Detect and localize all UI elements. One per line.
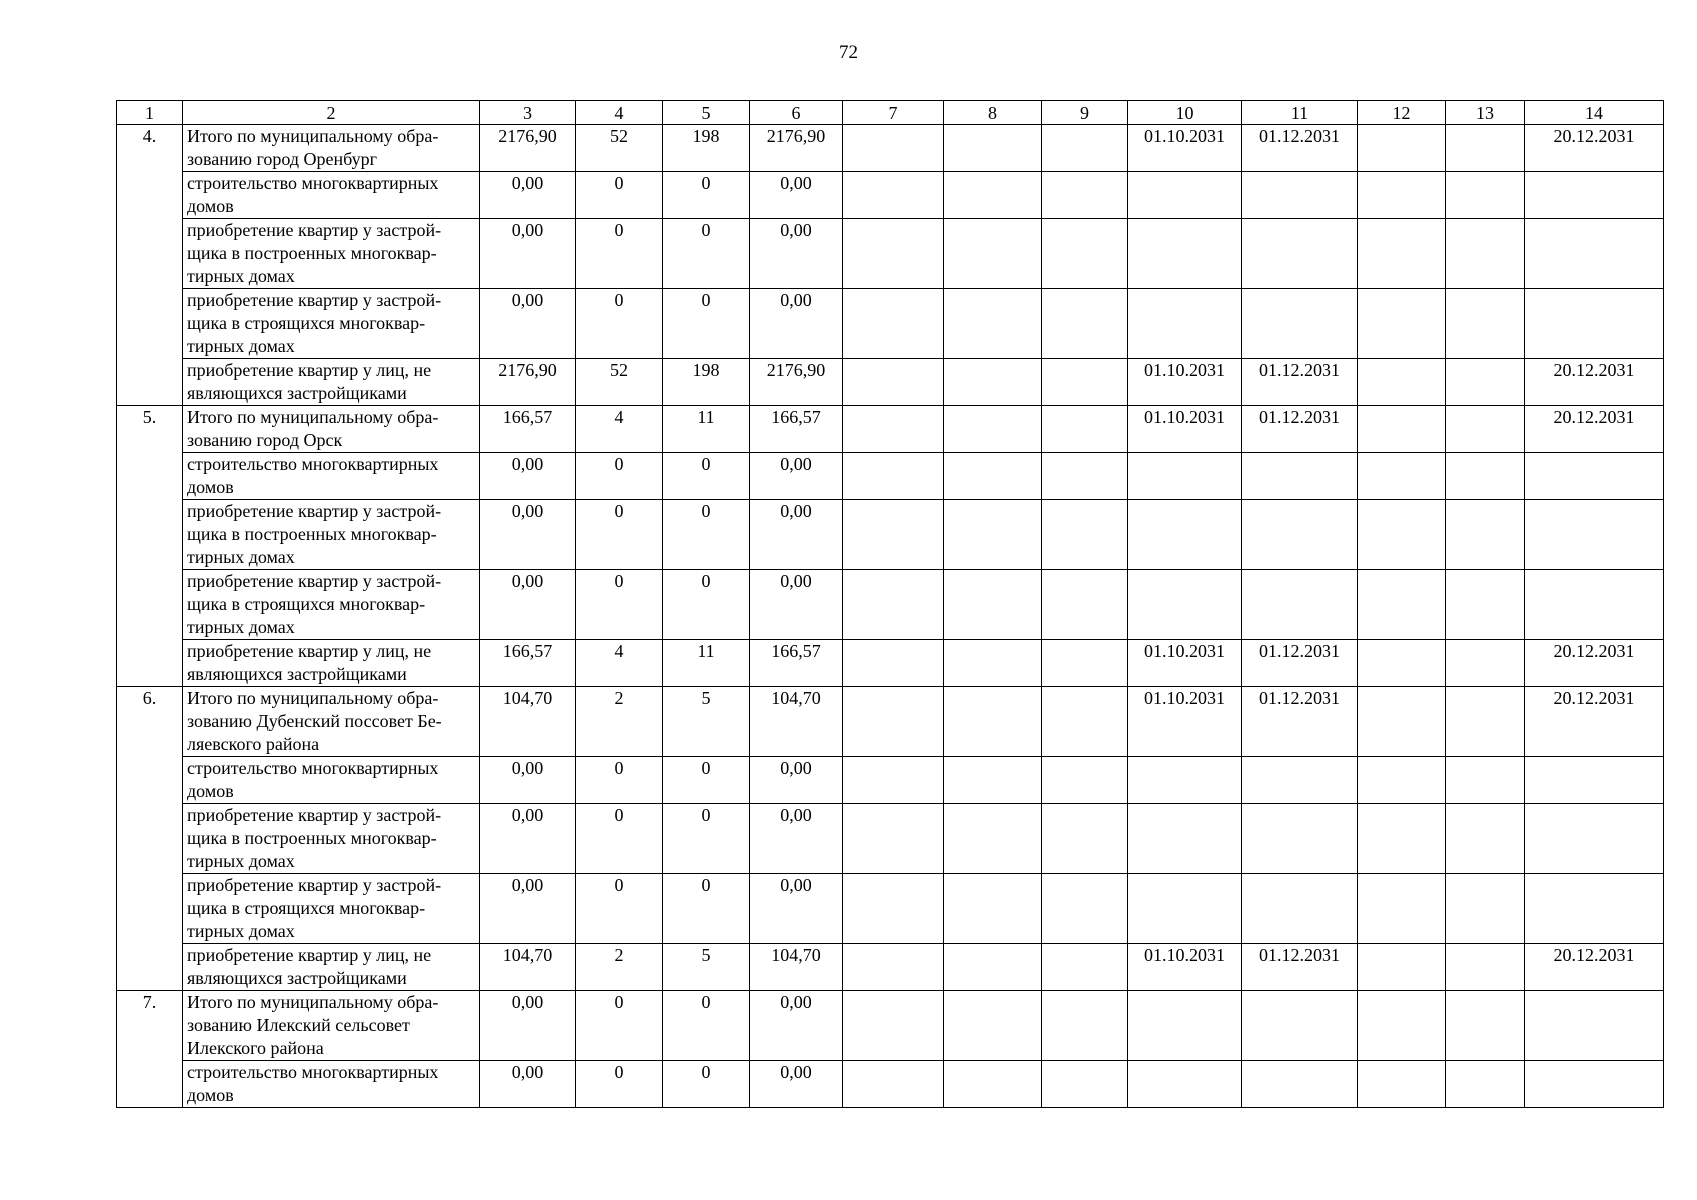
cell-c3: 0,00 [480,874,576,944]
cell-c11: 01.12.2031 [1242,125,1358,172]
table-row [117,125,1664,172]
cell-c12 [1358,406,1446,453]
cell-c9 [1042,991,1128,1061]
column-header: 10 [1128,101,1242,125]
cell-c8 [944,453,1042,500]
cell-c10 [1128,874,1242,944]
cell-c5: 11 [663,406,750,453]
cell-c4: 0 [576,289,663,359]
cell-c5: 5 [663,687,750,757]
cell-c10 [1128,453,1242,500]
cell-c14 [1525,804,1664,874]
cell-c8 [944,359,1042,406]
cell-c3: 104,70 [480,944,576,991]
cell-c6: 0,00 [750,219,843,289]
row-name: приобретение квартир у лиц, не являющихся застройщиками [183,359,480,406]
row-name: приобретение квартир у застрой-щика в строящихся многоквар-тирных домах [183,289,480,359]
cell-c9 [1042,219,1128,289]
cell-c11 [1242,289,1358,359]
cell-c10 [1128,219,1242,289]
cell-c8 [944,289,1042,359]
cell-c4: 0 [576,172,663,219]
cell-c4: 52 [576,125,663,172]
cell-c10 [1128,289,1242,359]
cell-c8 [944,991,1042,1061]
cell-c5: 0 [663,289,750,359]
cell-c13 [1446,1061,1525,1108]
cell-c6: 0,00 [750,757,843,804]
cell-c14 [1525,453,1664,500]
cell-c9 [1042,804,1128,874]
cell-c9 [1042,406,1128,453]
cell-c10: 01.10.2031 [1128,640,1242,687]
row-number: 5. [117,406,183,687]
cell-c14 [1525,991,1664,1061]
cell-c6: 166,57 [750,640,843,687]
cell-c12 [1358,874,1446,944]
cell-c10 [1128,804,1242,874]
row-name: приобретение квартир у застрой-щика в строящихся многоквар-тирных домах [183,874,480,944]
cell-c8 [944,944,1042,991]
cell-c6: 0,00 [750,1061,843,1108]
table-row [117,453,1664,500]
cell-c4: 0 [576,453,663,500]
cell-c7 [843,359,944,406]
column-header: 2 [183,101,480,125]
cell-c12 [1358,359,1446,406]
cell-c6: 0,00 [750,172,843,219]
row-name: строительство многоквартирных домов [183,172,480,219]
cell-c14: 20.12.2031 [1525,406,1664,453]
cell-c7 [843,944,944,991]
cell-c3: 0,00 [480,500,576,570]
cell-c3: 2176,90 [480,125,576,172]
cell-c9 [1042,640,1128,687]
cell-c11: 01.12.2031 [1242,944,1358,991]
table-row [117,500,1664,570]
column-header: 3 [480,101,576,125]
cell-c7 [843,640,944,687]
row-number: 6. [117,687,183,991]
cell-c3: 0,00 [480,453,576,500]
cell-c13 [1446,687,1525,757]
table-row [117,406,1664,453]
cell-c14 [1525,570,1664,640]
cell-c10 [1128,500,1242,570]
table-row [117,289,1664,359]
cell-c8 [944,874,1042,944]
table-row [117,219,1664,289]
column-header: 4 [576,101,663,125]
cell-c14 [1525,1061,1664,1108]
cell-c10: 01.10.2031 [1128,406,1242,453]
cell-c11 [1242,804,1358,874]
table-row [117,944,1664,991]
cell-c4: 0 [576,570,663,640]
cell-c8 [944,570,1042,640]
cell-c10 [1128,757,1242,804]
cell-c10: 01.10.2031 [1128,687,1242,757]
row-number: 4. [117,125,183,406]
cell-c4: 2 [576,944,663,991]
row-name: приобретение квартир у застрой-щика в строящихся многоквар-тирных домах [183,570,480,640]
row-name: Итого по муниципальному обра-зованию Дубенский поссовет Бе-ляевского района [183,687,480,757]
cell-c14 [1525,289,1664,359]
cell-c5: 0 [663,874,750,944]
cell-c12 [1358,500,1446,570]
cell-c13 [1446,453,1525,500]
cell-c4: 0 [576,1061,663,1108]
page-number: 72 [839,42,858,63]
table-row [117,570,1664,640]
cell-c9 [1042,172,1128,219]
cell-c7 [843,406,944,453]
cell-c7 [843,804,944,874]
row-name: приобретение квартир у застрой-щика в построенных многоквар-тирных домах [183,804,480,874]
row-name: приобретение квартир у застрой-щика в построенных многоквар-тирных домах [183,219,480,289]
cell-c10: 01.10.2031 [1128,944,1242,991]
cell-c7 [843,453,944,500]
cell-c6: 0,00 [750,804,843,874]
cell-c11 [1242,453,1358,500]
cell-c5: 0 [663,1061,750,1108]
cell-c13 [1446,289,1525,359]
cell-c12 [1358,570,1446,640]
cell-c5: 11 [663,640,750,687]
cell-c10 [1128,570,1242,640]
cell-c14: 20.12.2031 [1525,687,1664,757]
cell-c13 [1446,125,1525,172]
cell-c13 [1446,500,1525,570]
cell-c3: 0,00 [480,570,576,640]
cell-c10 [1128,991,1242,1061]
cell-c12 [1358,453,1446,500]
cell-c5: 0 [663,804,750,874]
cell-c4: 0 [576,991,663,1061]
cell-c7 [843,991,944,1061]
row-name: строительство многоквартирных домов [183,453,480,500]
cell-c4: 0 [576,500,663,570]
cell-c11 [1242,570,1358,640]
cell-c3: 104,70 [480,687,576,757]
cell-c7 [843,172,944,219]
column-header: 7 [843,101,944,125]
column-header: 5 [663,101,750,125]
row-name: Итого по муниципальному обра-зованию город Орск [183,406,480,453]
cell-c9 [1042,500,1128,570]
cell-c11: 01.12.2031 [1242,687,1358,757]
cell-c6: 0,00 [750,874,843,944]
column-header: 9 [1042,101,1128,125]
cell-c9 [1042,1061,1128,1108]
column-header: 6 [750,101,843,125]
cell-c4: 0 [576,804,663,874]
cell-c4: 52 [576,359,663,406]
cell-c9 [1042,757,1128,804]
cell-c9 [1042,874,1128,944]
column-header: 8 [944,101,1042,125]
cell-c12 [1358,804,1446,874]
cell-c13 [1446,804,1525,874]
cell-c8 [944,757,1042,804]
cell-c13 [1446,874,1525,944]
cell-c8 [944,125,1042,172]
cell-c10 [1128,1061,1242,1108]
cell-c7 [843,874,944,944]
cell-c11 [1242,1061,1358,1108]
table-body [117,125,1664,1108]
cell-c7 [843,757,944,804]
cell-c12 [1358,757,1446,804]
cell-c11 [1242,874,1358,944]
cell-c9 [1042,570,1128,640]
cell-c9 [1042,687,1128,757]
cell-c7 [843,687,944,757]
cell-c14 [1525,874,1664,944]
cell-c13 [1446,172,1525,219]
cell-c7 [843,570,944,640]
cell-c3: 166,57 [480,640,576,687]
cell-c4: 0 [576,219,663,289]
row-name: приобретение квартир у лиц, не являющихся застройщиками [183,640,480,687]
row-name: строительство многоквартирных домов [183,757,480,804]
cell-c3: 166,57 [480,406,576,453]
cell-c14 [1525,757,1664,804]
cell-c12 [1358,687,1446,757]
cell-c3: 2176,90 [480,359,576,406]
cell-c13 [1446,640,1525,687]
cell-c3: 0,00 [480,219,576,289]
cell-c10: 01.10.2031 [1128,125,1242,172]
cell-c13 [1446,757,1525,804]
cell-c5: 0 [663,757,750,804]
cell-c12 [1358,1061,1446,1108]
cell-c11 [1242,219,1358,289]
cell-c5: 0 [663,453,750,500]
row-name: Итого по муниципальному обра-зованию Илекский сельсовет Илекского района [183,991,480,1061]
table-row [117,687,1664,757]
cell-c5: 0 [663,219,750,289]
cell-c12 [1358,172,1446,219]
cell-c6: 0,00 [750,453,843,500]
row-number: 7. [117,991,183,1108]
cell-c6: 0,00 [750,500,843,570]
cell-c11: 01.12.2031 [1242,359,1358,406]
cell-c4: 4 [576,406,663,453]
cell-c6: 0,00 [750,289,843,359]
row-name: строительство многоквартирных домов [183,1061,480,1108]
cell-c8 [944,640,1042,687]
cell-c3: 0,00 [480,1061,576,1108]
cell-c5: 0 [663,172,750,219]
cell-c6: 0,00 [750,991,843,1061]
cell-c3: 0,00 [480,172,576,219]
table-row [117,1061,1664,1108]
cell-c13 [1446,406,1525,453]
cell-c5: 0 [663,500,750,570]
cell-c11 [1242,500,1358,570]
data-table [116,100,1664,1108]
cell-c5: 0 [663,570,750,640]
cell-c4: 0 [576,874,663,944]
cell-c5: 198 [663,125,750,172]
cell-c6: 2176,90 [750,359,843,406]
cell-c11 [1242,757,1358,804]
cell-c4: 4 [576,640,663,687]
cell-c4: 0 [576,757,663,804]
cell-c3: 0,00 [480,991,576,1061]
cell-c13 [1446,219,1525,289]
cell-c12 [1358,125,1446,172]
cell-c14 [1525,500,1664,570]
cell-c6: 104,70 [750,687,843,757]
cell-c8 [944,219,1042,289]
cell-c5: 198 [663,359,750,406]
cell-c11: 01.12.2031 [1242,406,1358,453]
cell-c13 [1446,944,1525,991]
column-header: 1 [117,101,183,125]
cell-c9 [1042,453,1128,500]
cell-c6: 104,70 [750,944,843,991]
table-row [117,757,1664,804]
cell-c6: 0,00 [750,570,843,640]
cell-c7 [843,500,944,570]
cell-c12 [1358,289,1446,359]
cell-c11 [1242,172,1358,219]
cell-c7 [843,219,944,289]
cell-c14: 20.12.2031 [1525,359,1664,406]
cell-c14 [1525,172,1664,219]
cell-c14 [1525,219,1664,289]
cell-c8 [944,804,1042,874]
table-row [117,991,1664,1061]
cell-c12 [1358,991,1446,1061]
column-header: 11 [1242,101,1358,125]
row-name: приобретение квартир у застрой-щика в построенных многоквар-тирных домах [183,500,480,570]
cell-c3: 0,00 [480,757,576,804]
cell-c12 [1358,640,1446,687]
table-row [117,874,1664,944]
cell-c9 [1042,125,1128,172]
cell-c5: 5 [663,944,750,991]
cell-c9 [1042,359,1128,406]
table-row [117,359,1664,406]
column-header: 12 [1358,101,1446,125]
cell-c9 [1042,944,1128,991]
table-row [117,804,1664,874]
cell-c11: 01.12.2031 [1242,640,1358,687]
cell-c8 [944,406,1042,453]
cell-c7 [843,1061,944,1108]
cell-c5: 0 [663,991,750,1061]
cell-c11 [1242,991,1358,1061]
cell-c10 [1128,172,1242,219]
table-row [117,640,1664,687]
cell-c3: 0,00 [480,289,576,359]
cell-c13 [1446,991,1525,1061]
cell-c13 [1446,570,1525,640]
cell-c14: 20.12.2031 [1525,944,1664,991]
cell-c9 [1042,289,1128,359]
cell-c8 [944,1061,1042,1108]
row-name: приобретение квартир у лиц, не являющихся застройщиками [183,944,480,991]
row-name: Итого по муниципальному обра-зованию город Оренбург [183,125,480,172]
table-row [117,172,1664,219]
cell-c13 [1446,359,1525,406]
cell-c4: 2 [576,687,663,757]
header-row [117,101,1664,125]
cell-c10: 01.10.2031 [1128,359,1242,406]
cell-c8 [944,500,1042,570]
cell-c7 [843,125,944,172]
cell-c6: 2176,90 [750,125,843,172]
cell-c6: 166,57 [750,406,843,453]
cell-c12 [1358,219,1446,289]
cell-c14: 20.12.2031 [1525,125,1664,172]
cell-c7 [843,289,944,359]
cell-c14: 20.12.2031 [1525,640,1664,687]
cell-c8 [944,172,1042,219]
column-header: 14 [1525,101,1664,125]
cell-c8 [944,687,1042,757]
column-header: 13 [1446,101,1525,125]
cell-c3: 0,00 [480,804,576,874]
cell-c12 [1358,944,1446,991]
